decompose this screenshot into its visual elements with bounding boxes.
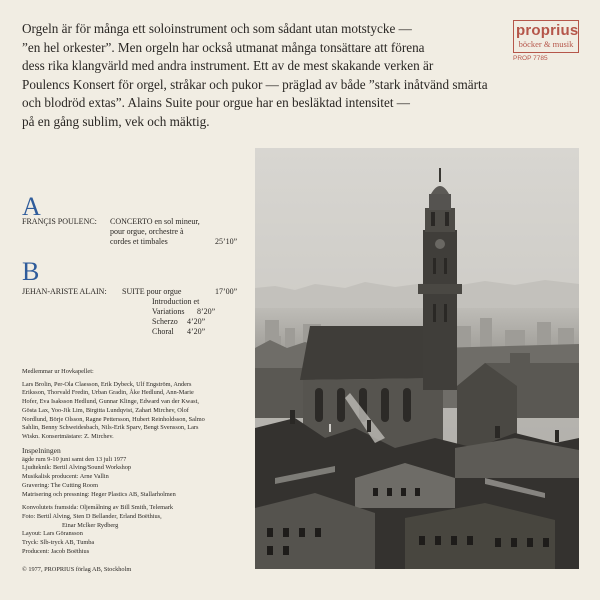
church-photo bbox=[255, 148, 579, 569]
catalog-number: PROP 7785 bbox=[513, 55, 548, 62]
intro-line: Poulencs Konsert för orgel, stråkar och pukor — präglad av både ”stark inåtvänd smärta bbox=[22, 76, 488, 92]
members-line: Lars Brolin, Per-Ola Claesson, Erik Dybeck, Ulf Engström, Anders bbox=[22, 380, 192, 388]
intro-line: och blodröd extas”. Alains Suite pour orgue har en besläktad intensitet — bbox=[22, 95, 410, 111]
side-a-composer: FRANÇIS POULENC: bbox=[22, 217, 97, 226]
side-a-duration: 25’10” bbox=[215, 237, 238, 246]
intro-line: ”en hel orkester”. Men orgeln har också utmanat många tonsättare att förena bbox=[22, 39, 425, 55]
credits-line: Tryck: Slb-tryck AB, Tumba bbox=[22, 539, 95, 547]
side-b-movement: Introduction et bbox=[152, 297, 200, 306]
side-b-movement-time: 8’20” bbox=[197, 307, 216, 316]
credits-line: Producent: Jacob Boëthius bbox=[22, 547, 90, 555]
side-a-letter: A bbox=[22, 192, 41, 221]
side-b-duration: 17’00” bbox=[215, 287, 238, 296]
credits-heading: Inspelningen bbox=[22, 446, 61, 455]
members-line: Sahlin, Benny Schweidesbach, Nils-Erik Sparv, Bengt Svensson, Lars bbox=[22, 424, 199, 432]
side-b-movement-time: 4’20” bbox=[187, 317, 206, 326]
proprius-logo bbox=[513, 20, 579, 62]
side-a-work-line: CONCERTO en sol mineur, bbox=[110, 217, 200, 226]
logo-box bbox=[513, 20, 579, 53]
intro-line: på en gång sublim, vek och mäktig. bbox=[22, 113, 210, 129]
side-b-movement-time: 4’20” bbox=[187, 327, 206, 336]
side-a-work-line: pour orgue, orchestre à bbox=[110, 227, 184, 236]
logo-subtitle: böcker & musik bbox=[518, 39, 574, 49]
logo-name: proprius bbox=[516, 22, 579, 39]
side-b-composer: JEHAN-ARISTE ALAIN: bbox=[22, 287, 107, 296]
copyright: © 1977, PROPRIUS förlag AB, Stockholm bbox=[22, 566, 132, 573]
church-photo-image bbox=[255, 148, 579, 569]
side-b-movement: Variations bbox=[152, 307, 185, 316]
side-b-movement: Choral bbox=[152, 327, 174, 336]
members-line: Hofer, Eva Isaksson Hedlund, Gunnar Klinge, Edward van der Kwast, bbox=[22, 398, 199, 406]
side-b-work: SUITE pour orgue bbox=[122, 287, 182, 296]
credits-line: ägde rum 9-10 juni samt den 13 juli 1977 bbox=[22, 455, 127, 463]
credits-line: Ljudteknik: Bertil Alving/Sound Workshop bbox=[22, 464, 132, 472]
intro-text bbox=[22, 20, 502, 132]
members-line: Gösta Lax, Yoo-Jik Lim, Birgitta Lundqvist, Zahari Mirchev, Olof bbox=[22, 406, 189, 414]
side-b-movement: Scherzo bbox=[152, 317, 178, 326]
members-line: Wiskn. Konsertmästare: Z. Mirchev. bbox=[22, 432, 114, 440]
credits-line: Foto: Bertil Alving, Sten D Bellander, Erland Boëthius, bbox=[22, 512, 162, 520]
side-a-work-line: cordes et timbales bbox=[110, 237, 168, 246]
side-a-work bbox=[110, 217, 200, 247]
credits-line: Matrisering och pressning: Heger Plastics AB, Stallarholmen bbox=[22, 490, 176, 498]
members-line: Nordlund, Börje Olsson, Ragne Pettersson, Hubert Reinholdsson, Salmo bbox=[22, 415, 205, 423]
members-block bbox=[22, 368, 250, 442]
intro-line: dess rika klangvärld med andra instrument. Ett av de mest skakande verken är bbox=[22, 58, 434, 74]
side-b-letter: B bbox=[22, 257, 40, 286]
credits-line: Konvolutets framsida: Oljemålning av Bill Smith, Telemark bbox=[22, 504, 174, 512]
credits-block bbox=[22, 447, 250, 556]
credits-line: Gravering: The Cutting Room bbox=[22, 481, 98, 489]
intro-line: Orgeln är för många ett soloinstrument och som sådant utan motstycke — bbox=[22, 21, 412, 36]
members-line: Eriksson, Thorvald Fredin, Urban Gradin, Åke Hedlund, Ann-Marie bbox=[22, 389, 194, 397]
credits-line: Einar Mclker Rydberg bbox=[62, 521, 119, 529]
credits-line: Layout: Lars Göransson bbox=[22, 530, 83, 538]
credits-line: Musikalisk producent: Arne Vallin bbox=[22, 473, 109, 481]
members-heading: Medlemmar ur Hovkapellet: bbox=[22, 368, 94, 375]
